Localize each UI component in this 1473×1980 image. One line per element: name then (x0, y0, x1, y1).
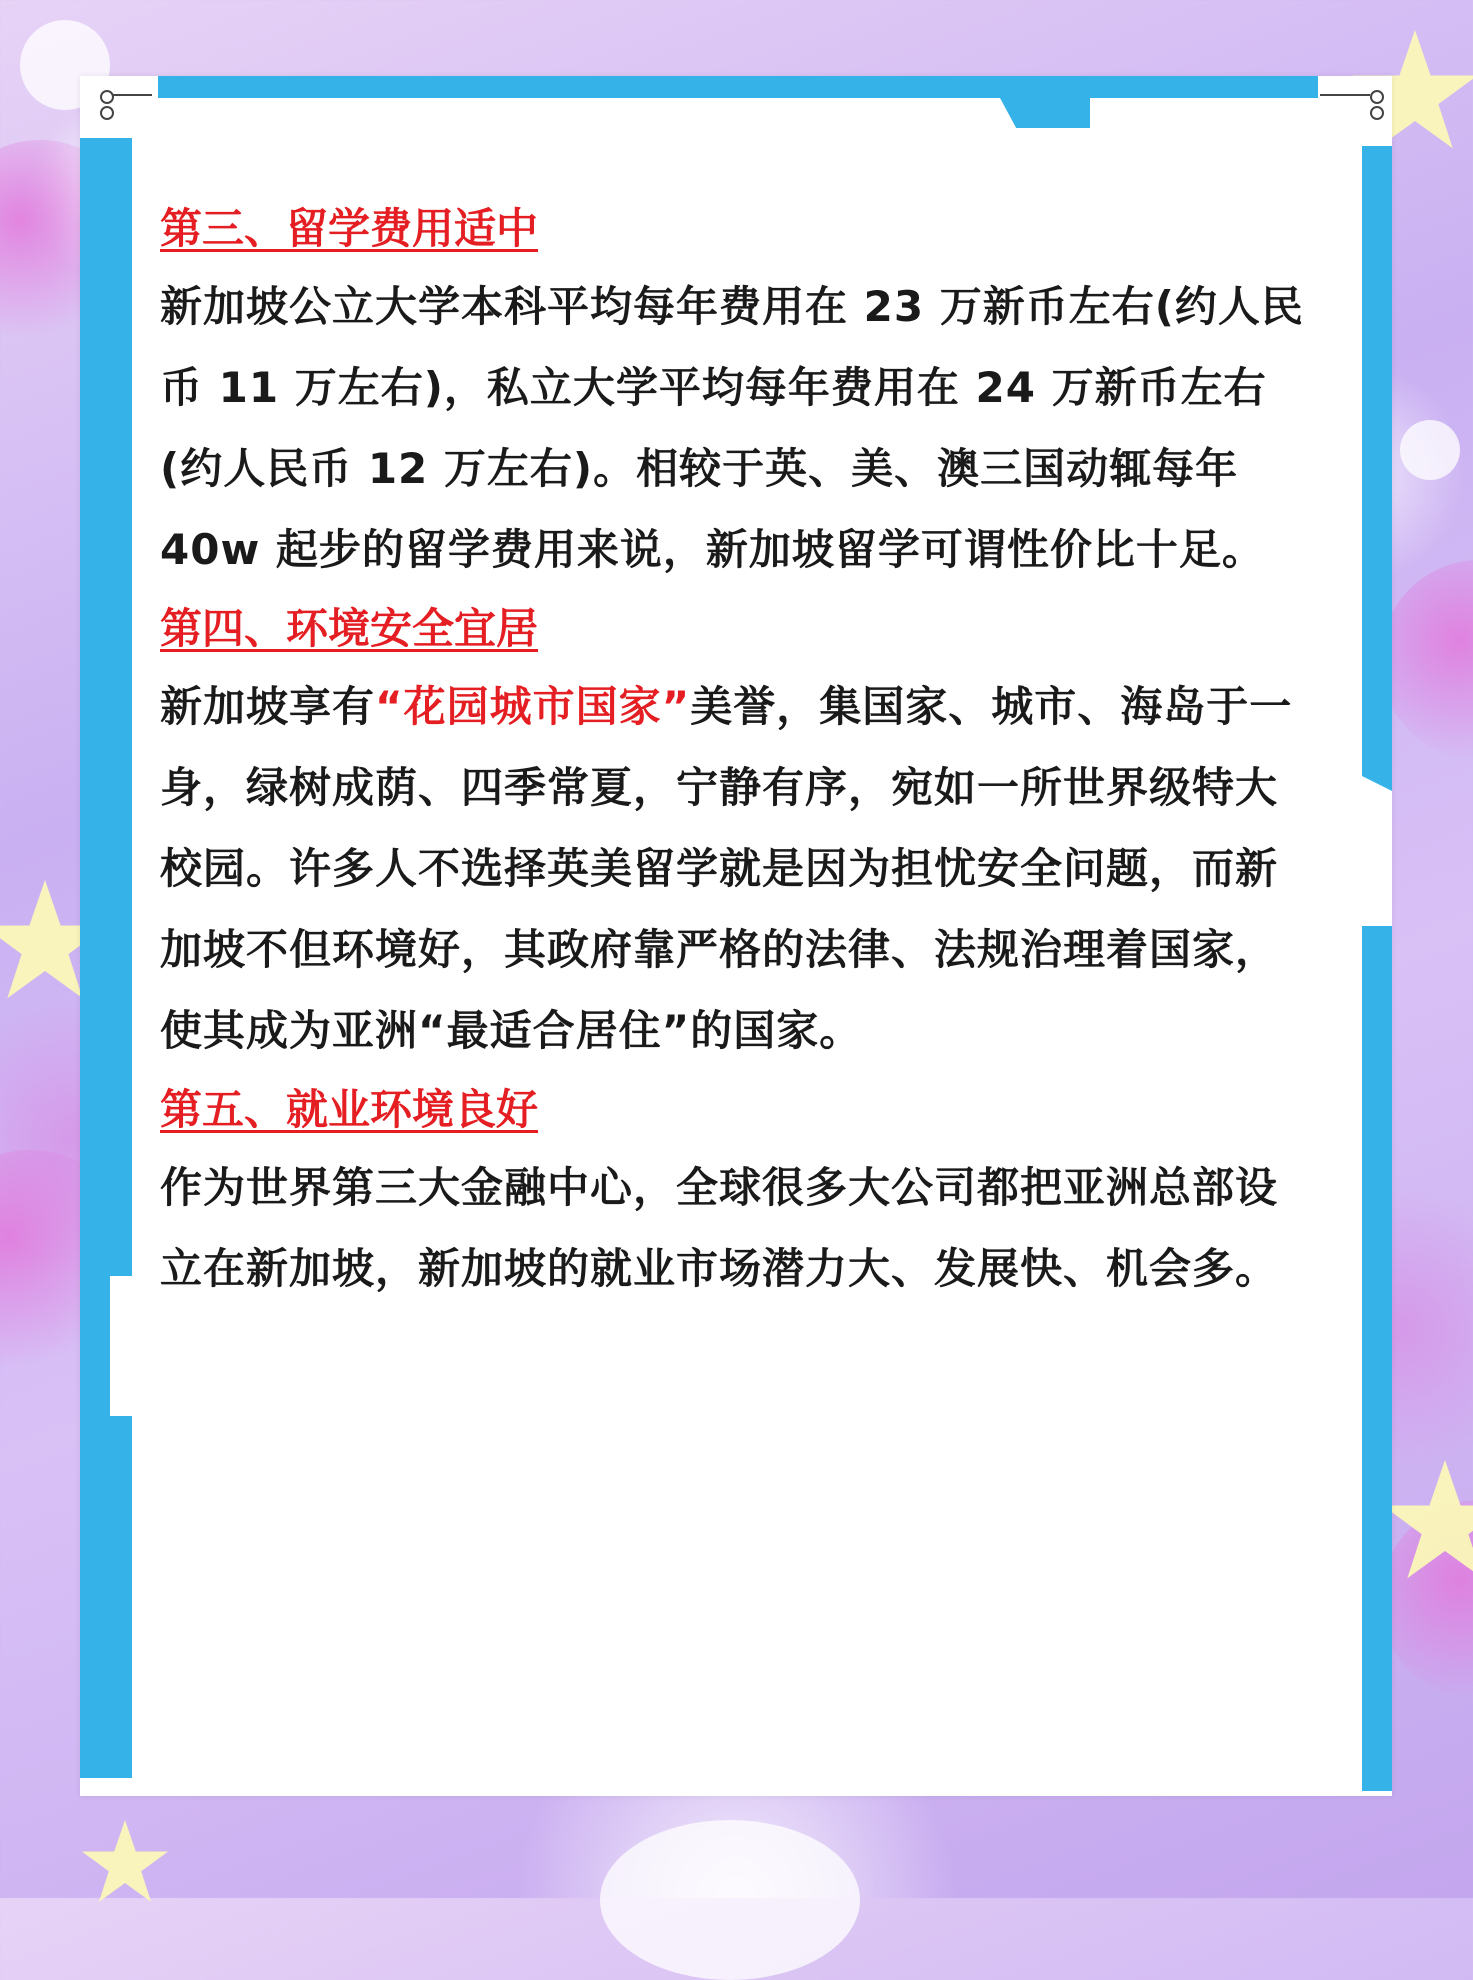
frame-left-bar (80, 138, 132, 1778)
body-prefix: 新加坡享有 (160, 682, 376, 731)
section-heading-employment: 第五、就业环境良好 (160, 1085, 539, 1134)
section-body-cost: 新加坡公立大学本科平均每年费用在 23 万新币左右(约人民币 11 万左右)，私立大学平均每年费用在 24 万新币左右(约人民币 12 万左右)。相较于英、美、澳三国动辄每年 40w 起步的留学费用来说，新加坡留学可谓性价比十足。 (160, 282, 1304, 574)
section-heading-environment: 第四、环境安全宜居 (160, 604, 539, 653)
body-suffix: 美誉，集国家、城市、海岛于一身，绿树成荫、四季常夏，宁静有序，宛如一所世界级特大校园。许多人不选择英美留学就是因为担忧安全问题，而新加坡不但环境好，其政府靠严格的法律、法规治理着国家，使其成为亚洲“最适合居住”的国家。 (160, 682, 1293, 1055)
frame-top-bar (158, 76, 1318, 98)
background-heart-right (1380, 560, 1473, 760)
background-bubble (600, 1820, 860, 1980)
pin-icon (100, 90, 114, 104)
highlight-garden-city: “花园城市国家” (375, 682, 691, 731)
pin-icon (1370, 106, 1384, 120)
content-card (80, 76, 1392, 1796)
pin-icon (1370, 90, 1384, 104)
pin-line (1320, 94, 1370, 96)
frame-right-notch (1362, 776, 1392, 926)
background-bubble (1400, 420, 1460, 480)
frame-left-notch (110, 1276, 132, 1416)
frame-top-tab (1000, 98, 1090, 128)
frame-right-bar (1362, 146, 1392, 1791)
section-heading-cost: 第三、留学费用适中 (160, 204, 539, 253)
star-decoration-bottom-left (80, 1820, 170, 1910)
article-body (160, 196, 1320, 1315)
section-body-employment: 作为世界第三大金融中心，全球很多大公司都把亚洲总部设立在新加坡，新加坡的就业市场潜力大、发展快、机会多。 (160, 1163, 1279, 1293)
pin-icon (100, 106, 114, 120)
section-body-environment (160, 666, 1320, 1071)
pin-line (112, 94, 152, 96)
